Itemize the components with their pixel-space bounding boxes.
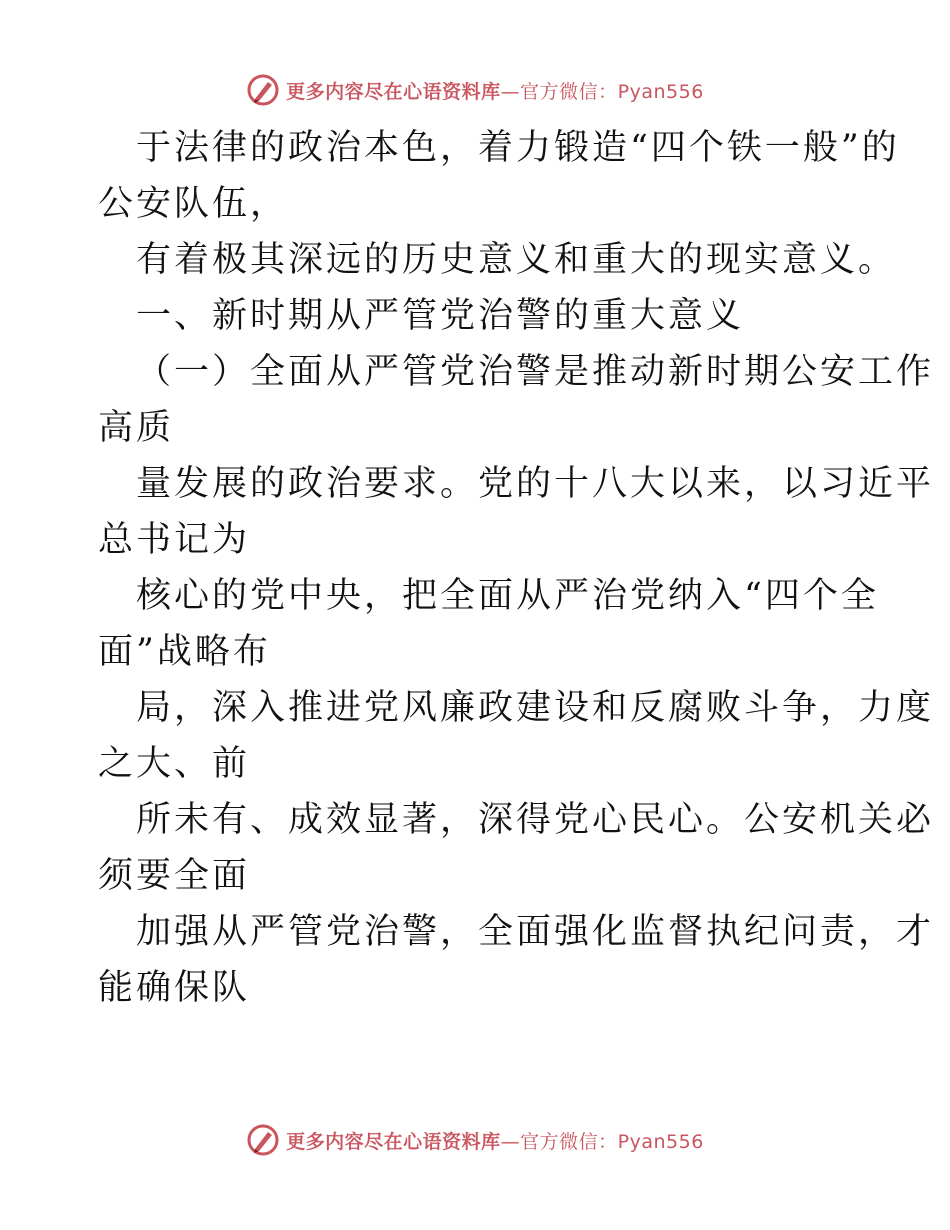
footer-banner — [0, 1120, 950, 1160]
document-body — [98, 120, 935, 1016]
text-line: 之大、前 — [98, 744, 251, 784]
text-line: 于法律的政治本色，着力锻造“四个铁一般”的 — [136, 128, 900, 168]
header-banner — [0, 70, 950, 110]
text-line: 所未有、成效显著，深得党心民心。公安机关必 — [136, 800, 935, 840]
footer-text — [286, 1127, 704, 1154]
pen-logo-icon — [246, 1123, 280, 1157]
text-line: 须要全面 — [98, 856, 251, 896]
text-line: 加强从严管党治警，全面强化监督执纪问责，才 — [136, 912, 935, 952]
text-line: （一）全面从严管党治警是推动新时期公安工作 — [136, 352, 935, 392]
header-text — [286, 77, 704, 104]
footer-separator: — — [500, 1130, 521, 1153]
footer-brand: 更多内容尽在心语资料库 — [286, 1130, 501, 1153]
text-line: 局，深入推进党风廉政建设和反腐败斗争，力度 — [136, 688, 935, 728]
text-line: 面”战略布 — [98, 632, 271, 672]
text-line: 有着极其深远的历史意义和重大的现实意义。 — [136, 240, 897, 280]
text-line: 量发展的政治要求。党的十八大以来，以习近平 — [136, 464, 935, 504]
text-line: 高质 — [98, 408, 175, 448]
text-line: 一、新时期从严管党治警的重大意义 — [136, 296, 745, 336]
header-wechat: 官方微信：Pyan556 — [520, 80, 704, 103]
text-line: 核心的党中央，把全面从严治党纳入“四个全 — [136, 576, 879, 616]
text-line: 公安队伍， — [98, 184, 289, 224]
text-line: 能确保队 — [98, 968, 251, 1008]
text-line: 总书记为 — [98, 520, 251, 560]
pen-logo-icon — [246, 73, 280, 107]
header-brand: 更多内容尽在心语资料库 — [286, 80, 501, 103]
header-separator: — — [500, 80, 521, 103]
footer-wechat: 官方微信：Pyan556 — [520, 1130, 704, 1153]
